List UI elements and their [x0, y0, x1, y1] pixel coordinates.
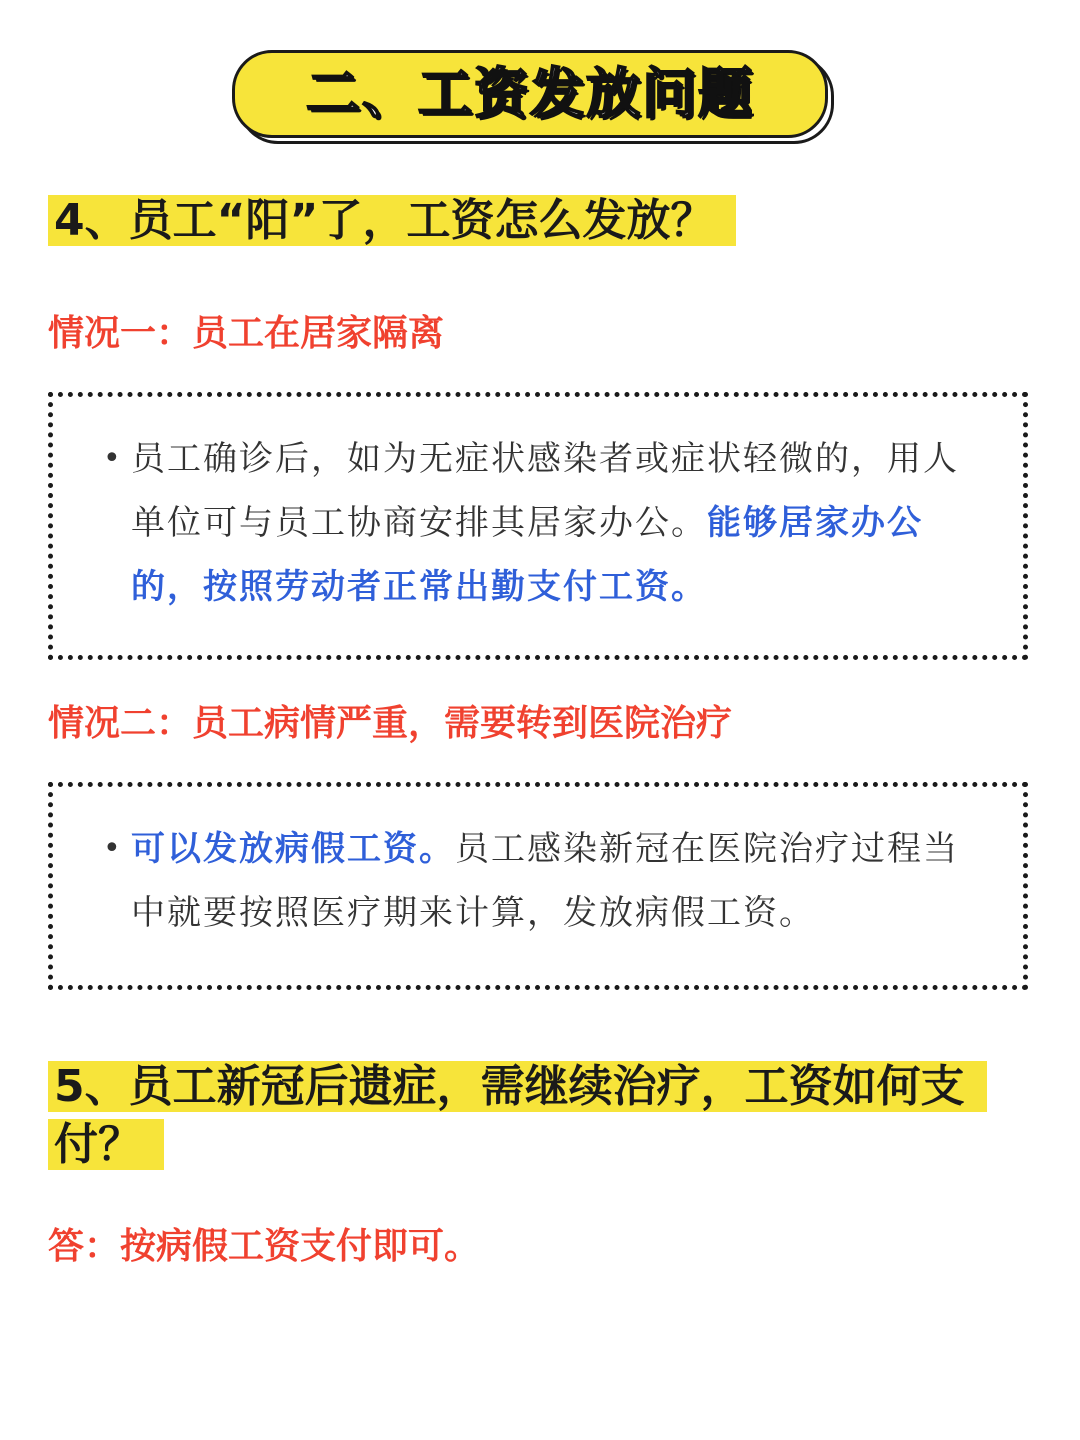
section-title-badge	[232, 50, 828, 138]
question-4-heading	[48, 192, 736, 250]
case-2-label: 情况二：员工病情严重，需要转到医院治疗	[48, 703, 733, 744]
case-2-plain-text: 员工感染新冠在医院治疗过程当中就要按照医疗期来计算，发放病假工资。	[131, 829, 959, 933]
case-1-bullet	[103, 427, 983, 619]
bullet-icon: •	[103, 441, 123, 476]
question-5-heading	[48, 1058, 1038, 1174]
case-1-box	[48, 392, 1028, 660]
case-1-highlight-text: 能够居家办公的，按照劳动者正常出勤支付工资。	[131, 503, 923, 607]
case-2-highlight-text: 可以发放病假工资。	[131, 829, 455, 869]
case-1-plain-text: 员工确诊后，如为无症状感染者或症状轻微的，用人单位可与员工协商安排其居家办公。	[131, 439, 959, 543]
case-1-label: 情况一：员工在居家隔离	[48, 313, 445, 354]
case-2-bullet	[103, 817, 983, 945]
question-5-text: 5、员工新冠后遗症，需继续治疗，工资如何支付？	[48, 1061, 987, 1170]
case-2-box	[48, 782, 1028, 990]
question-4-text: 4、员工“阳”了，工资怎么发放？	[48, 195, 736, 246]
section-title: 二、工资发放问题	[306, 62, 754, 125]
bullet-icon: •	[103, 831, 123, 866]
question-5-answer: 答：按病假工资支付即可。	[48, 1226, 481, 1267]
title-badge-pill	[232, 50, 828, 138]
